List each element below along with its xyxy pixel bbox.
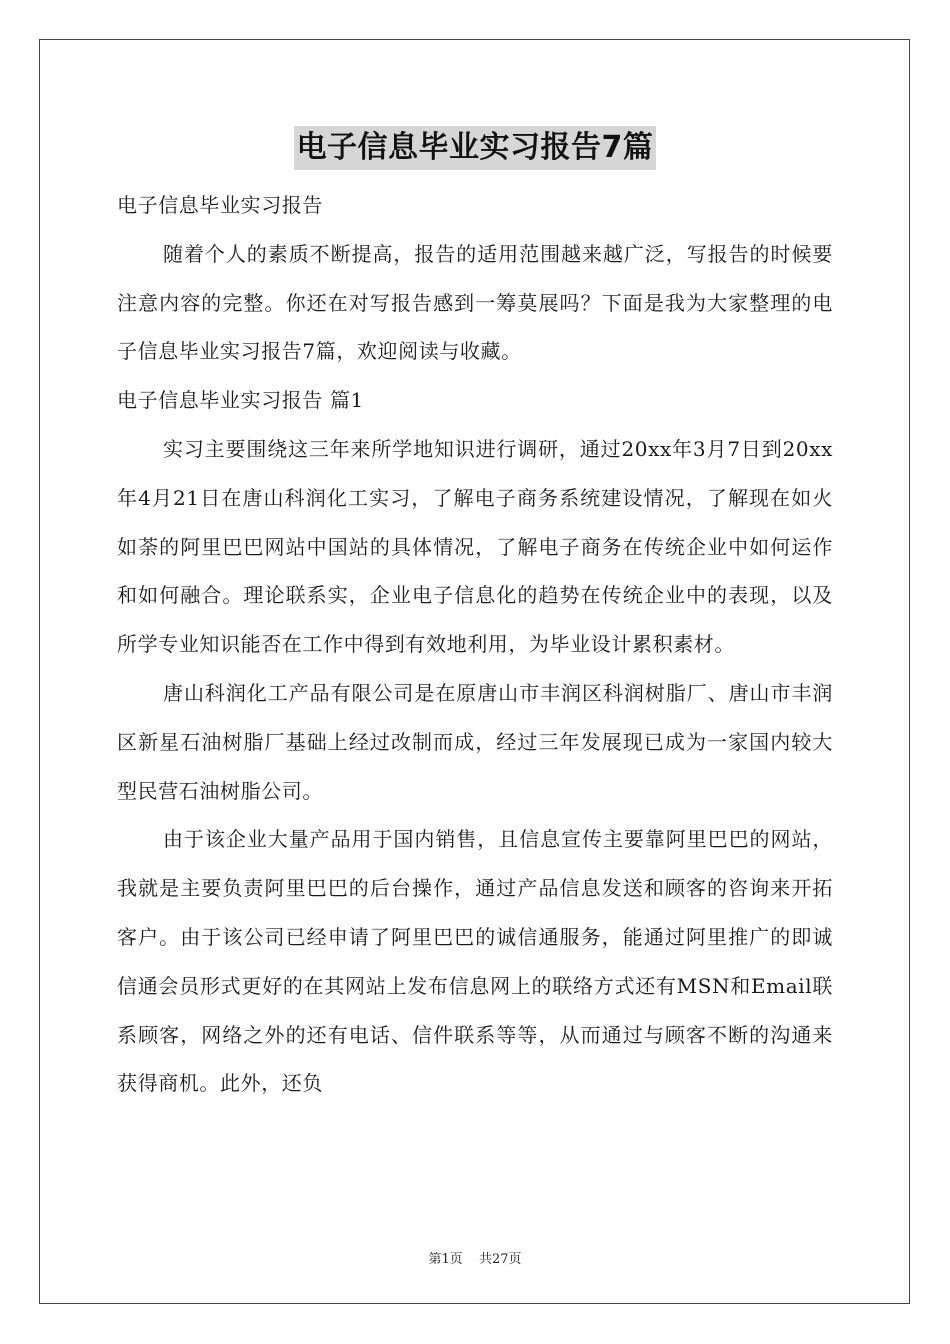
- document-title: 电子信息毕业实习报告7篇: [294, 126, 657, 170]
- title-container: [0, 126, 950, 170]
- body-paragraph: 由于该企业大量产品用于国内销售，且信息宣传主要靠阿里巴巴的网站，我就是主要负责阿里巴巴的后台操作，通过产品信息发送和顾客的咨询来开拓客户。由于该公司已经申请了阿里巴巴的诚信通服务，能通过阿里推广的即诚信通会员形式更好的在其网站上发布信息网上的联络方式还有MSN和Email联系顾客，网络之外的还有电话、信件联系等等，从而通过与顾客不断的沟通来获得商机。此外，还负: [117, 827, 833, 1096]
- section-heading: 电子信息毕业实习报告 篇1: [117, 388, 364, 413]
- page-total: 共27页: [478, 1252, 522, 1267]
- document-subtitle: 电子信息毕业实习报告: [117, 193, 323, 217]
- page-footer: [0, 1248, 950, 1267]
- intro-paragraph: 随着个人的素质不断提高，报告的适用范围越来越广泛，写报告的时候要注意内容的完整。你还在对写报告感到一筹莫展吗？下面是我为大家整理的电子信息毕业实习报告7篇，欢迎阅读与收藏。: [117, 241, 833, 364]
- document-body: [117, 181, 833, 1108]
- body-paragraph: 唐山科润化工产品有限公司是在原唐山市丰润区科润树脂厂、唐山市丰润区新星石油树脂厂基础上经过改制而成，经过三年发展现已成为一家国内较大型民营石油树脂公司。: [117, 680, 833, 803]
- page-number: 第1页: [428, 1252, 463, 1267]
- body-paragraph: 实习主要围绕这三年来所学地知识进行调研，通过20xx年3月7日到20xx年4月21日在唐山科润化工实习，了解电子商务系统建设情况，了解现在如火如荼的阿里巴巴网站中国站的具体情况，了解电子商务在传统企业中如何运作和如何融合。理论联系实，企业电子信息化的趋势在传统企业中的表现，以及所学专业知识能否在工作中得到有效地利用，为毕业设计累积素材。: [117, 436, 833, 657]
